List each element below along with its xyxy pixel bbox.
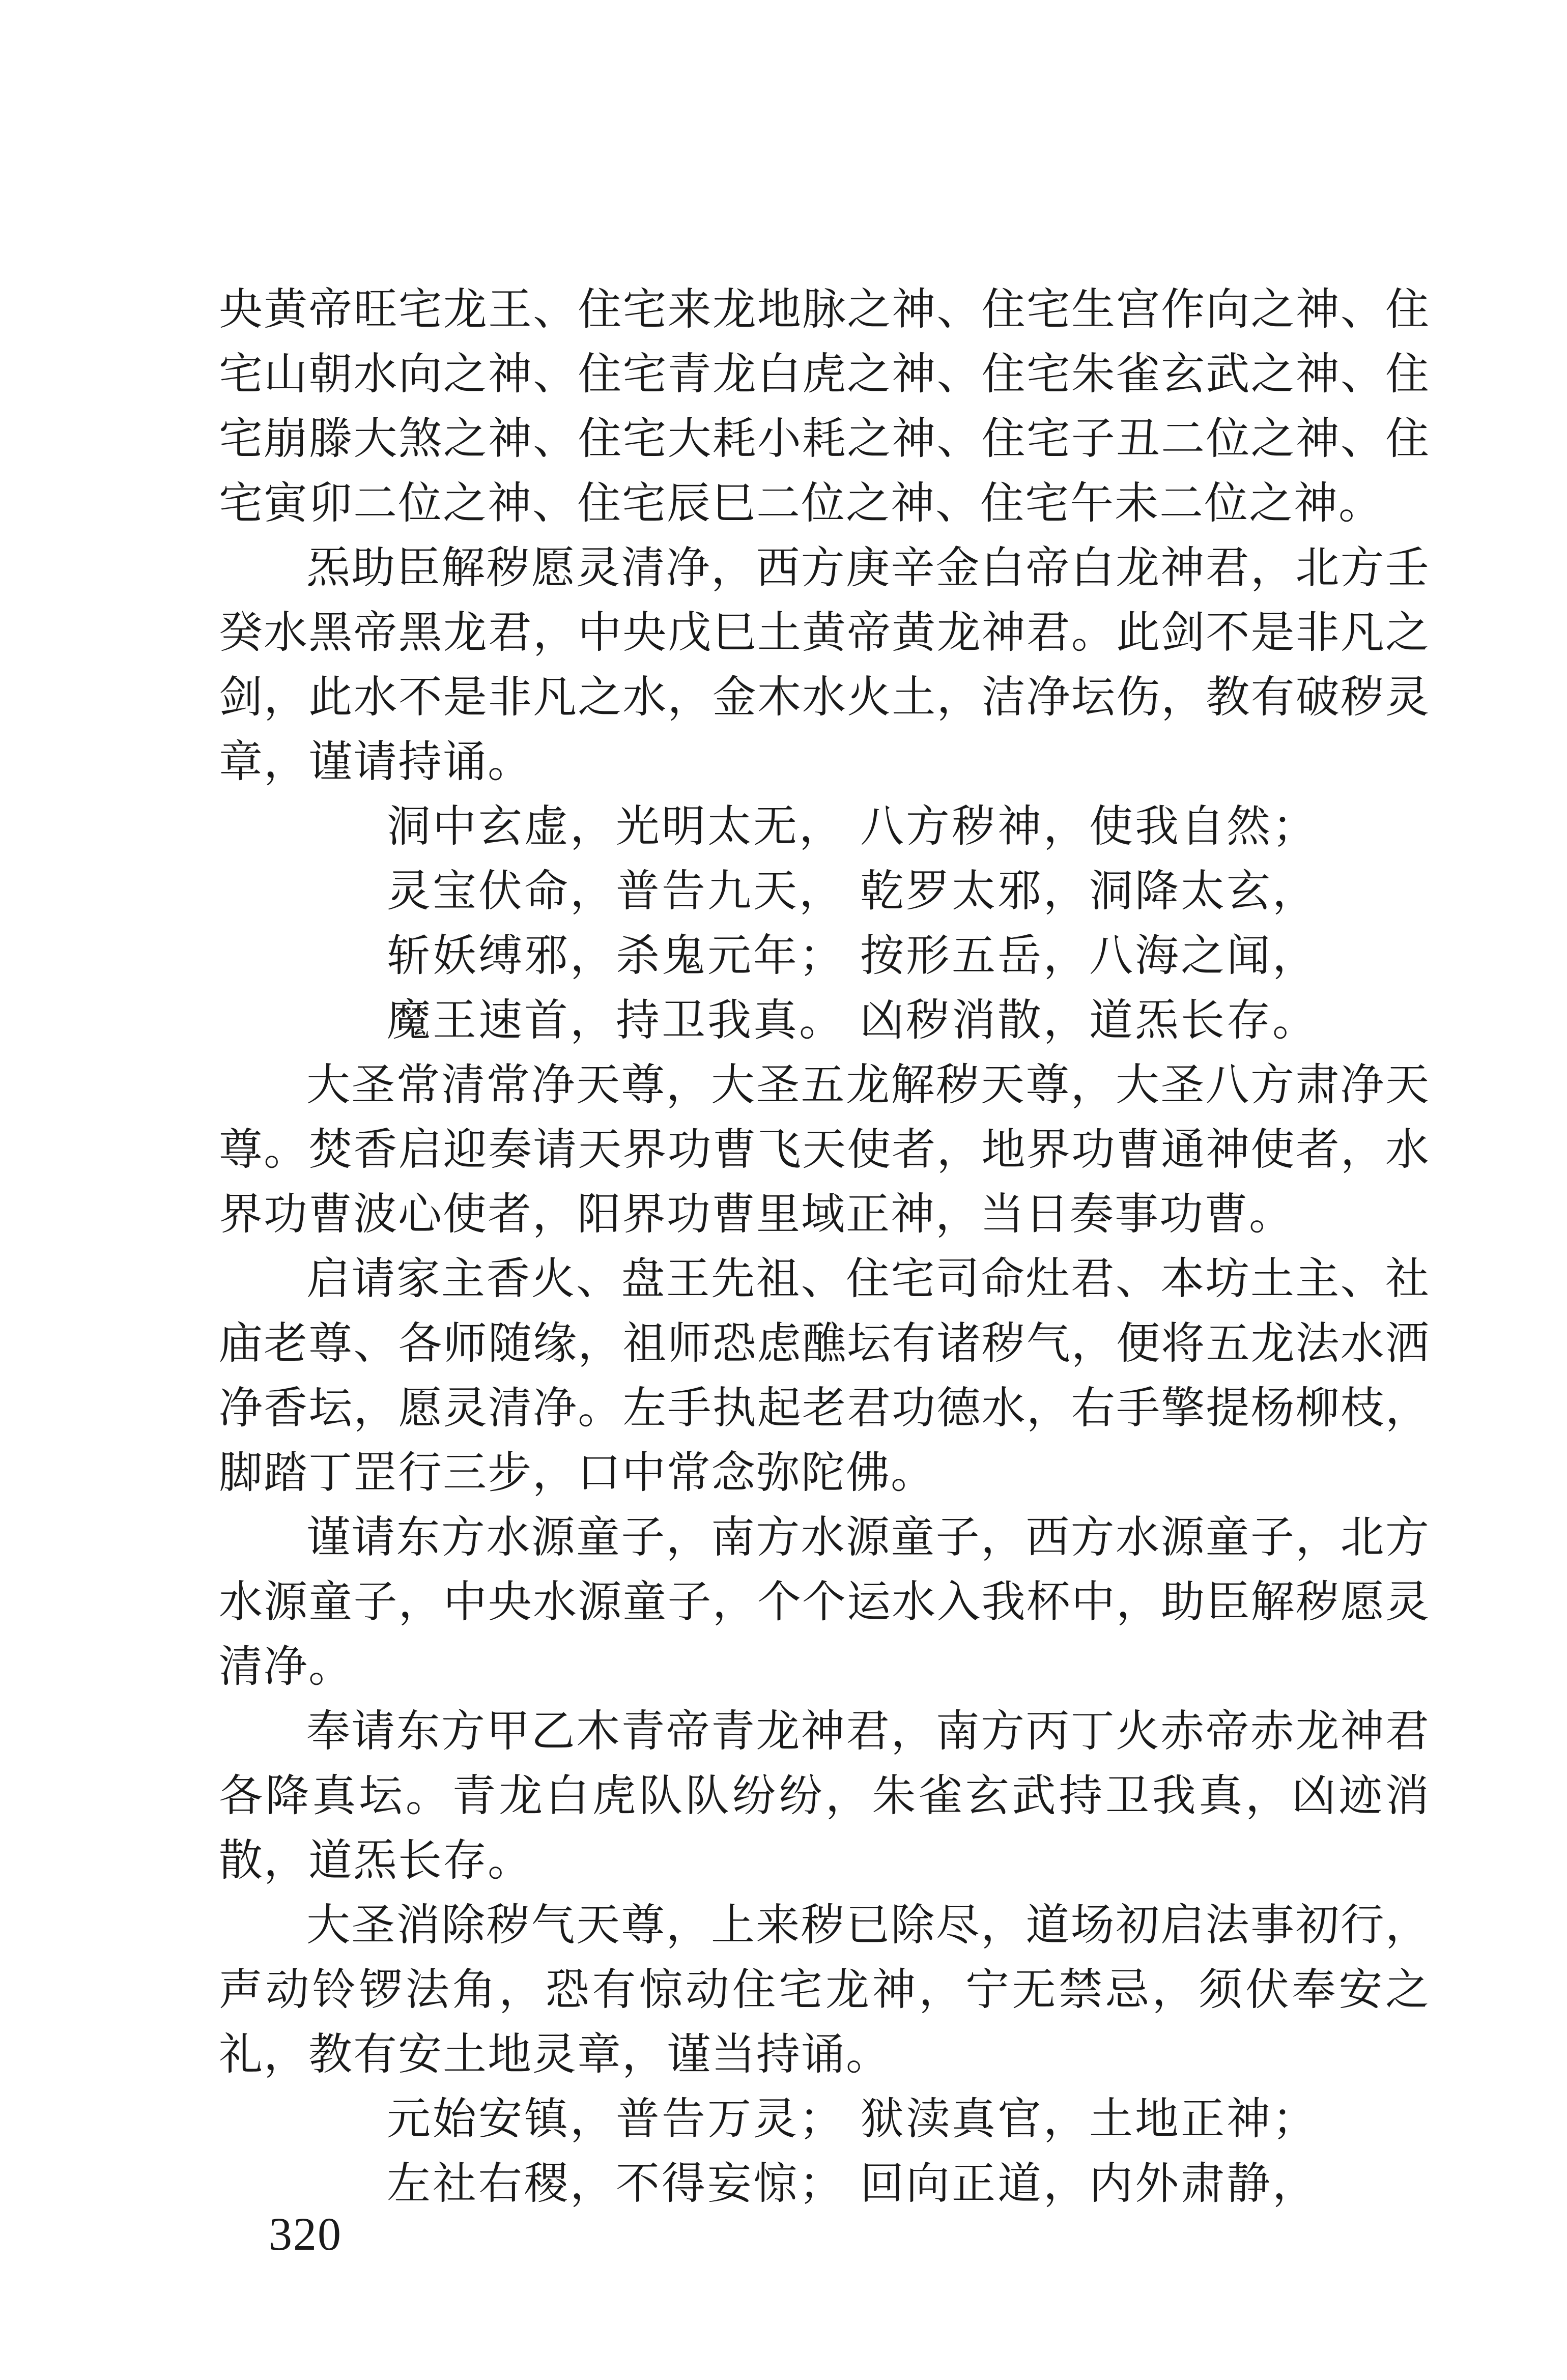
page-number: 320 [269, 2208, 342, 2260]
verse-line: 乾罗太邪，洞降太玄， [860, 866, 1318, 916]
paragraph-1: 央黄帝旺宅龙王、住宅来龙地脉之神、住宅生宫作向之神、住宅山朝水向之神、住宅青龙白虎之神、住宅朱雀玄武之神、住宅崩滕大煞之神、住宅大耗小耗之神、住宅子丑二位之神、住宅寅卯二位之神、住宅辰巳二位之神、住宅午未二位之神。 [219, 284, 1430, 529]
verse-block-1 [387, 794, 1430, 1053]
verse-line: 左社右稷，不得妄惊； [387, 2158, 845, 2209]
verse-line: 凶秽消散，道炁长存。 [860, 995, 1318, 1046]
verse-line: 八方秽神，使我自然； [860, 801, 1318, 852]
verse-block-2 [387, 2087, 1430, 2216]
verse-line: 元始安镇，普告万灵； [387, 2094, 845, 2144]
paragraph-5: 谨请东方水源童子，南方水源童子，西方水源童子，北方水源童子，中央水源童子，个个运水入我杯中，助臣解秽愿灵清净。 [219, 1512, 1430, 1692]
verse-line: 回向正道，内外肃静， [860, 2158, 1318, 2209]
verse-line: 斩妖缚邪，杀鬼元年； [387, 930, 845, 981]
paragraph-7: 大圣消除秽气天尊，上来秽已除尽，道场初启法事初行，声动铃锣法角，恐有惊动住宅龙神，宁无禁忌，须伏奉安之礼，教有安土地灵章，谨当持诵。 [219, 1900, 1430, 2080]
verse-line: 魔王速首，持卫我真。 [387, 995, 845, 1046]
body-text [219, 277, 1430, 2216]
verse-line: 灵宝伏命，普告九天， [387, 866, 845, 916]
verse-line: 洞中玄虚，光明太无， [387, 801, 845, 852]
verse-line: 按形五岳，八海之闻， [860, 930, 1318, 981]
paragraph-6: 奉请东方甲乙木青帝青龙神君，南方丙丁火赤帝赤龙神君各降真坛。青龙白虎队队纷纷，朱雀玄武持卫我真，凶迹消散，道炁长存。 [219, 1706, 1430, 1886]
paragraph-3: 大圣常清常净天尊，大圣五龙解秽天尊，大圣八方肃净天尊。焚香启迎奏请天界功曹飞天使者，地界功曹通神使者，水界功曹波心使者，阳界功曹里域正神，当日奏事功曹。 [219, 1059, 1430, 1240]
paragraph-4: 启请家主香火、盘王先祖、住宅司命灶君、本坊土主、社庙老尊、各师随缘，祖师恐虑醮坛有诸秽气，便将五龙法水洒净香坛，愿灵清净。左手执起老君功德水，右手擎提杨柳枝，脚踏丁罡行三步，口中常念弥陀佛。 [219, 1253, 1430, 1498]
verse-line: 狱渎真官，土地正神； [860, 2094, 1318, 2144]
paragraph-2: 炁助臣解秽愿灵清净，西方庚辛金白帝白龙神君，北方壬癸水黑帝黑龙君，中央戊巳土黄帝黄龙神君。此剑不是非凡之剑，此水不是非凡之水，金木水火土，洁净坛伤，教有破秽灵章，谨请持诵。 [219, 542, 1430, 787]
